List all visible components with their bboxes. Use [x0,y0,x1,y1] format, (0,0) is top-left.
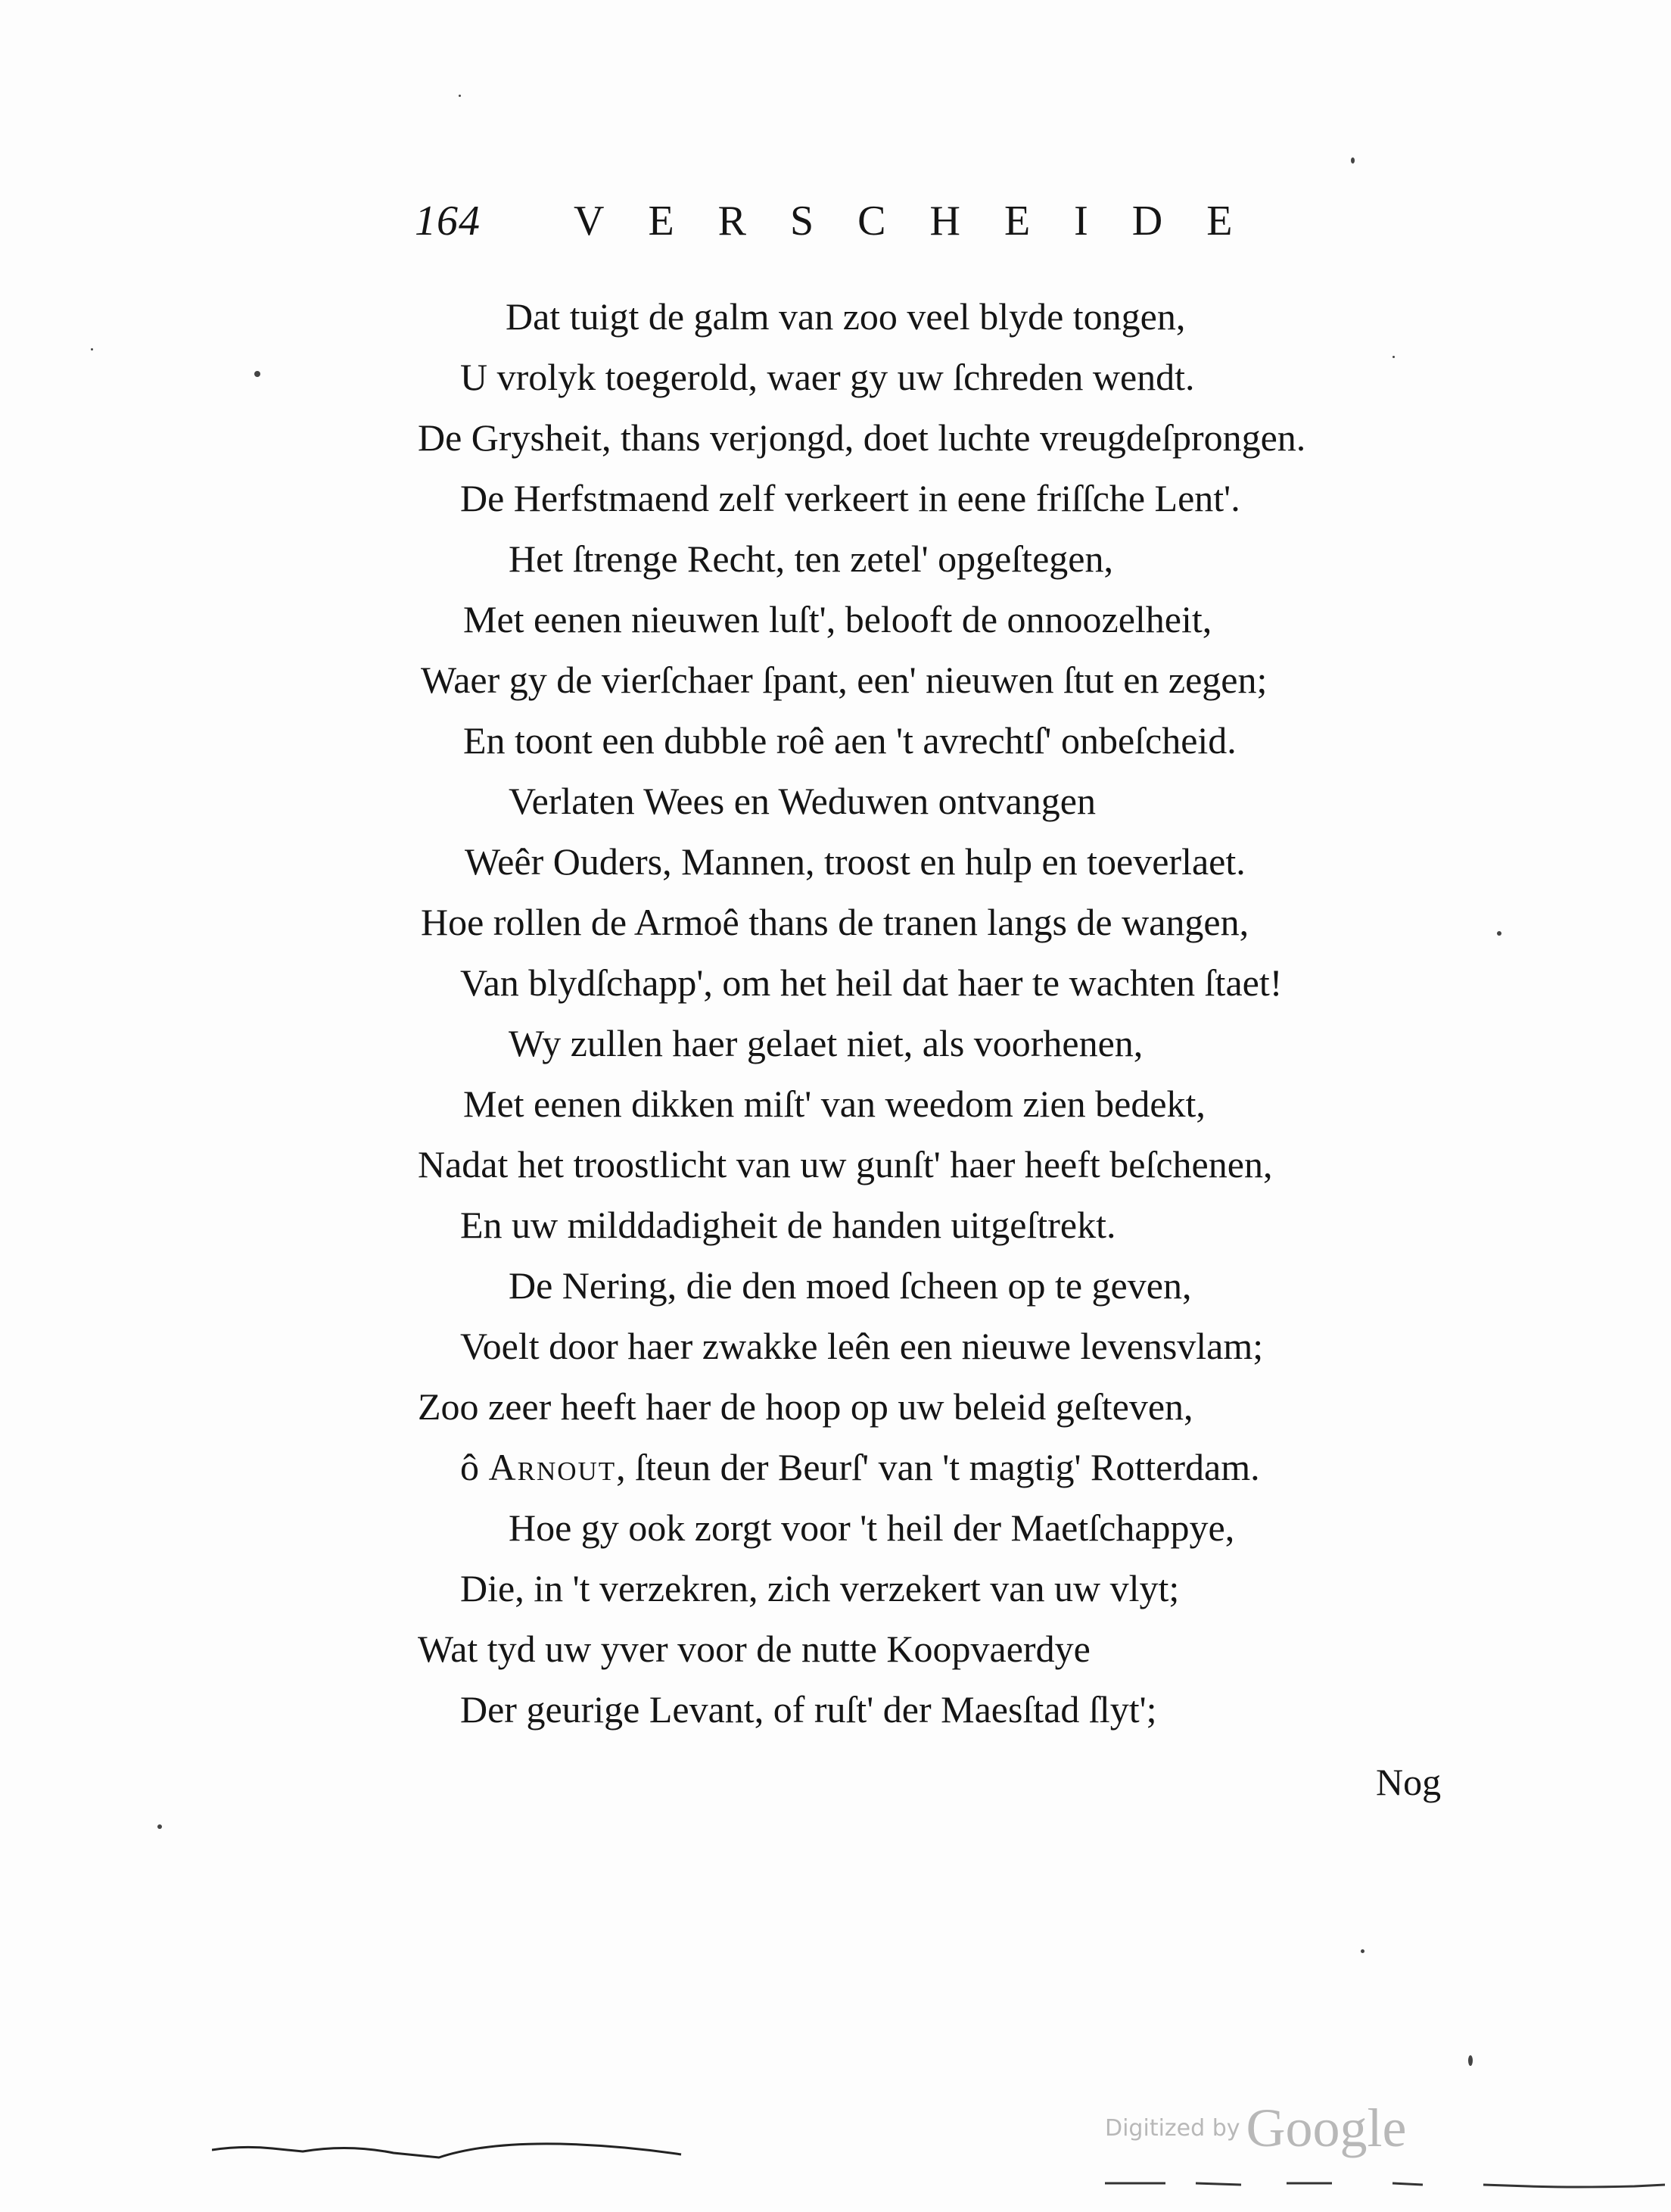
poem-line: Wat tyd uw yver voor de nutte Koopvaerdye [418,1628,1091,1670]
poem-line: U vrolyk toegerold, waer gy uw ſchreden wendt. [460,356,1195,398]
poem-line: Der geurige Levant, of ruſt' der Maesſtad ſlyt'; [460,1688,1157,1731]
poem-line: Met eenen nieuwen luſt', belooft de onnoozelheit, [463,598,1212,640]
scan-edge-line-left [212,2135,711,2165]
poem-line: Wy zullen haer gelaet niet, als voorhenen, [509,1022,1144,1064]
poem-line: Verlaten Wees en Weduwen ontvangen [509,780,1096,822]
running-title: VERSCHEIDE [574,198,1277,245]
page-number: 164 [415,198,481,245]
poem-line: Waer gy de vierſchaer ſpant, een' nieuwen ſtut en zegen; [421,659,1268,701]
catchword: Nog [1376,1761,1442,1803]
scan-speck [157,1824,162,1829]
poem-line: De Nering, die den moed ſcheen op te geven, [509,1264,1192,1307]
poem-line: En uw milddadigheit de handen uitgeſtrekt. [460,1204,1116,1246]
watermark-prefix: Digitized by [1105,2115,1240,2142]
poem-line: Weêr Ouders, Mannen, troost en hulp en toeverlaet. [465,840,1246,883]
scan-speck [254,371,260,377]
arnout-suffix: , ſteun der Beurſ' van 't magtig' Rotterdam. [616,1446,1260,1488]
scan-edge-line-right [1105,2173,1665,2195]
arnout-name: Arnout [488,1446,617,1488]
arnout-prefix: ô [460,1446,489,1488]
poem-line: Dat tuigt de galm van zoo veel blyde tongen, [506,295,1186,338]
poem-line: Die, in 't verzekren, zich verzekert van uw vlyt; [460,1567,1180,1609]
scan-speck [1392,356,1395,358]
poem-line: Zoo zeer heeft haer de hoop op uw beleid geſteven, [418,1385,1193,1428]
poem-line: Met eenen dikken miſt' van weedom zien bedekt, [463,1083,1206,1125]
poem-line: Hoe rollen de Armoê thans de tranen langs de wangen, [421,901,1249,943]
scan-speck [1468,2055,1473,2066]
poem-line: De Herfstmaend zelf verkeert in eene friſſche Lent'. [460,477,1240,519]
poem-line-arnout [460,1444,1260,1490]
poem-line: Van blydſchapp', om het heil dat haer te wachten ſtaet! [460,961,1283,1004]
digitized-watermark [1105,2097,1406,2160]
poem-line: Nadat het troostlicht van uw gunſt' haer heeft beſchenen, [418,1143,1273,1185]
poem-line: En toont een dubble roê aen 't avrechtſ' onbeſcheid. [463,719,1237,762]
poem-line: Voelt door haer zwakke leên een nieuwe levensvlam; [460,1325,1264,1367]
page-header [415,197,1383,265]
scan-speck [1497,931,1501,936]
poem-line: De Grysheit, thans verjongd, doet luchte vreugdeſprongen. [418,416,1306,459]
scan-speck [1351,157,1355,164]
poem-line: Hoe gy ook zorgt voor 't heil der Maetſchappye, [509,1506,1235,1549]
watermark-brand: Google [1246,2098,1407,2158]
poem-line: Het ſtrenge Recht, ten zetel' opgeſtegen, [509,537,1113,580]
scan-speck [91,348,93,350]
scan-speck [1361,1949,1364,1953]
scan-speck [459,95,461,97]
